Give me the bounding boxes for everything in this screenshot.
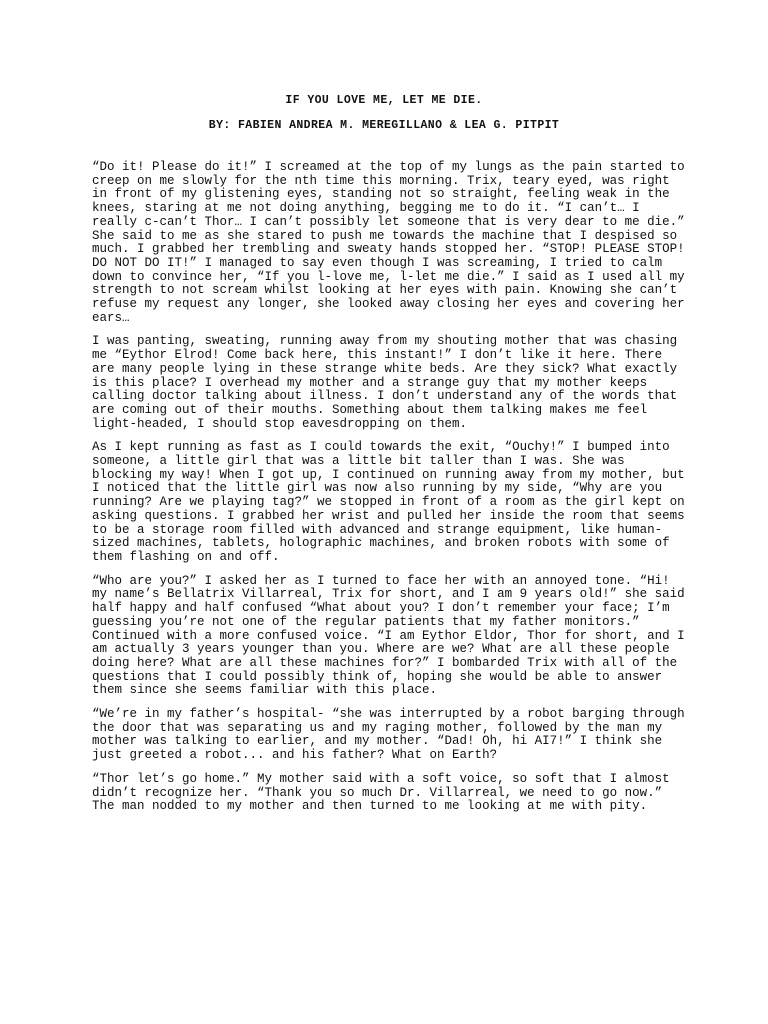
document-authors: BY: FABIEN ANDREA M. MEREGILLANO & LEA G. PITPIT [208,119,560,132]
paragraph-3: As I kept running as fast as I could towards the exit, “Ouchy!” I bumped into someone, a little girl that was a little bit taller than I was. She was blocking my way! When I got up, I continued on running away from my mother, but I noticed that the little girl was now also running by my side, “Why are you running? Are we playing tag?” we stopped in front of a room as the girl kept on asking questions. I grabbed her wrist and pulled her inside the room that seems to be a storage room filled with advanced and strange equipment, like human-sized machines, tablets, holographic machines, and broken robots with some of them flashing on and off. [92,440,685,564]
paragraph-2: I was panting, sweating, running away from my shouting mother that was chasing me “Eythor Elrod! Come back here, this instant!” I don’t like it here. There are many people lying in these strange white beds. Are they sick? What exactly is this place? I overhead my mother and a strange guy that my mother keeps calling doctor talking about illness. I don’t understand any of the words that are coming out of their mouths. Something about them talking makes me feel light-headed, I should stop eavesdropping on them. [92,334,678,431]
paragraph-4: “Who are you?” I asked her as I turned to face her with an annoyed tone. “Hi! my name’s Bellatrix Villarreal, Trix for short, and I am 9 years old!” she said half happy and half confused “What about you? I don’t remember your face; I’m guessing you’re not one of the regular patients that my father monitors.” Continued with a more confused voice. “I am Eythor Eldor, Thor for short, and I am actually 3 years younger than you. Where are we? What are all these people doing here? What are all these machines for?” I bombarded Trix with all of the questions that I could possibly think of, hoping she would be able to answer them since she seems familiar with this place. [92,573,685,698]
story-body [92,161,692,824]
paragraph-6: “Thor let’s go home.” My mother said with a soft voice, so soft that I almost didn’t recognize her. “Thank you so much Dr. Villarreal, we need to go now.” The man nodded to my mother and then turned to me looking at me with pity. [92,771,670,814]
paragraph-1: “Do it! Please do it!” I screamed at the top of my lungs as the pain started to creep on me slowly for the nth time this morning. Trix, teary eyed, was right in front of my glistening eyes, standing not so straight, feeling weak in the knees, staring at me not doing anything, begging me to do it. “I can’t… I really c-can’t Thor… I can’t possibly let someone that is very dear to me die.” She said to me as she stared to push me towards the machine that I despised so much. I grabbed her trembling and sweaty hands stopped her. “STOP! PLEASE STOP! DO NOT DO IT!” I managed to say even though I was screaming, I tried to calm down to convince her, “If you l-love me, l-let me die.” I said as I used all my strength to not scream whilst looking at her eyes with pain. Knowing she can’t refuse my request any longer, she looked away closing her eyes and covering her ears… [92,160,685,325]
document-title: IF YOU LOVE ME, LET ME DIE. [285,94,483,107]
paragraph-5: “We’re in my father’s hospital- “she was interrupted by a robot barging through the door that was separating us and my raging mother, followed by the man my mother was talking to earlier, and my mother. “Dad! Oh, hi AI7!” I think she just greeted a robot... and his father? What on Earth? [92,707,685,763]
